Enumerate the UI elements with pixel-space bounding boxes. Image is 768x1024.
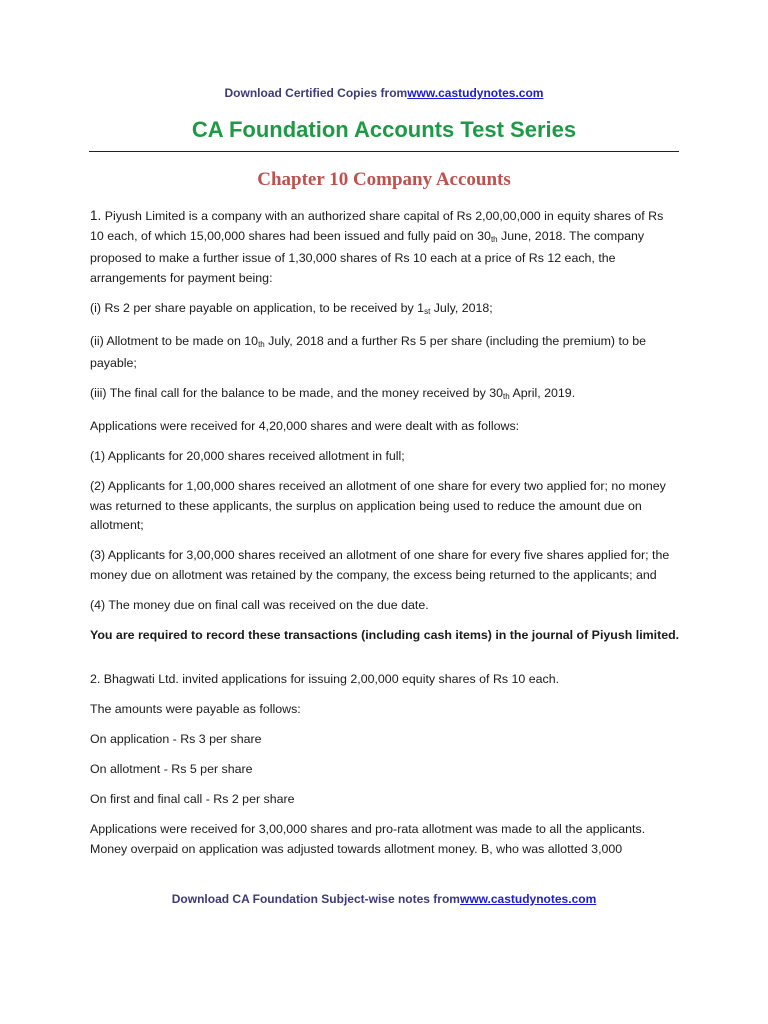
question-2-application: On application - Rs 3 per share — [90, 732, 262, 746]
page-title: CA Foundation Accounts Test Series — [191, 117, 577, 142]
bottom-download-link[interactable]: www.castudynotes.com — [459, 892, 597, 906]
question-1-requirement: You are required to record these transactions (including cash items) in the journal of Piyush limited. — [90, 627, 680, 642]
applications-received: Applications were received for 4,20,000 shares and were dealt with as follows: — [90, 419, 520, 433]
top-download-banner — [0, 86, 768, 100]
question-2-final-call: On first and final call - Rs 2 per share — [90, 792, 295, 806]
allotment-case-2: (2) Applicants for 1,00,000 shares received an allotment of one share for every two applied for; no money was returned to these applicants, the surplus on application being used to reduce the amount due on allotment; — [90, 479, 666, 532]
allotment-case-4: (4) The money due on final call was received on the due date. — [90, 597, 429, 612]
question-2-intro: 2. Bhagwati Ltd. invited applications for issuing 2,00,000 equity shares of Rs 10 each. — [90, 672, 560, 686]
payment-item-ii: (ii) Allotment to be made on $10_{th}$ July, 2018 and a further Rs 5 per share (including the premium) to be payable; — [90, 333, 647, 370]
document-body — [90, 206, 680, 870]
question-1-number: 1. — [90, 208, 102, 223]
question-1-intro: 1. Piyush Limited is a company with an authorized share capital of Rs 2,00,00,000 in equity shares of Rs 10 each, of which 15,00,000 shares had been issued and fully paid on $30_{th}$ June, 2018. The company proposed to make a further issue of 1,30,000 shares of Rs 10 each at a price of Rs 12 each, the arrangements for payment being: — [90, 208, 664, 285]
payment-item-i: (i) Rs 2 per share payable on application, to be received by $1_{st}$ July, 2018; — [90, 300, 493, 316]
payment-item-iii: (iii) The final call for the balance to be made, and the money received by $30_{th}$ April, 2019. — [90, 386, 576, 401]
top-download-text: Download Certified Copies from — [224, 86, 408, 100]
allotment-case-3: (3) Applicants for 3,00,000 shares received an allotment of one share for every five shares applied for; the money due on allotment was retained by the company, the excess being returned to the applicants; and — [90, 548, 670, 582]
question-2-body: Applications were received for 3,00,000 shares and pro-rata allotment was made to all the applicants. Money overpaid on application was adjusted towards allotment money. B, who was allotted 3,000 — [90, 822, 646, 856]
top-download-link[interactable]: www.castudynotes.com — [407, 86, 544, 100]
title-divider — [89, 151, 679, 152]
question-2-allotment: On allotment - Rs 5 per share — [90, 762, 253, 776]
bottom-download-banner — [0, 892, 768, 906]
question-2-payable: The amounts were payable as follows: — [90, 702, 301, 716]
allotment-case-1: (1) Applicants for 20,000 shares received allotment in full; — [90, 449, 405, 463]
chapter-heading: Chapter 10 Company Accounts — [257, 169, 511, 190]
bottom-download-text: Download CA Foundation Subject-wise notes from — [171, 892, 460, 906]
